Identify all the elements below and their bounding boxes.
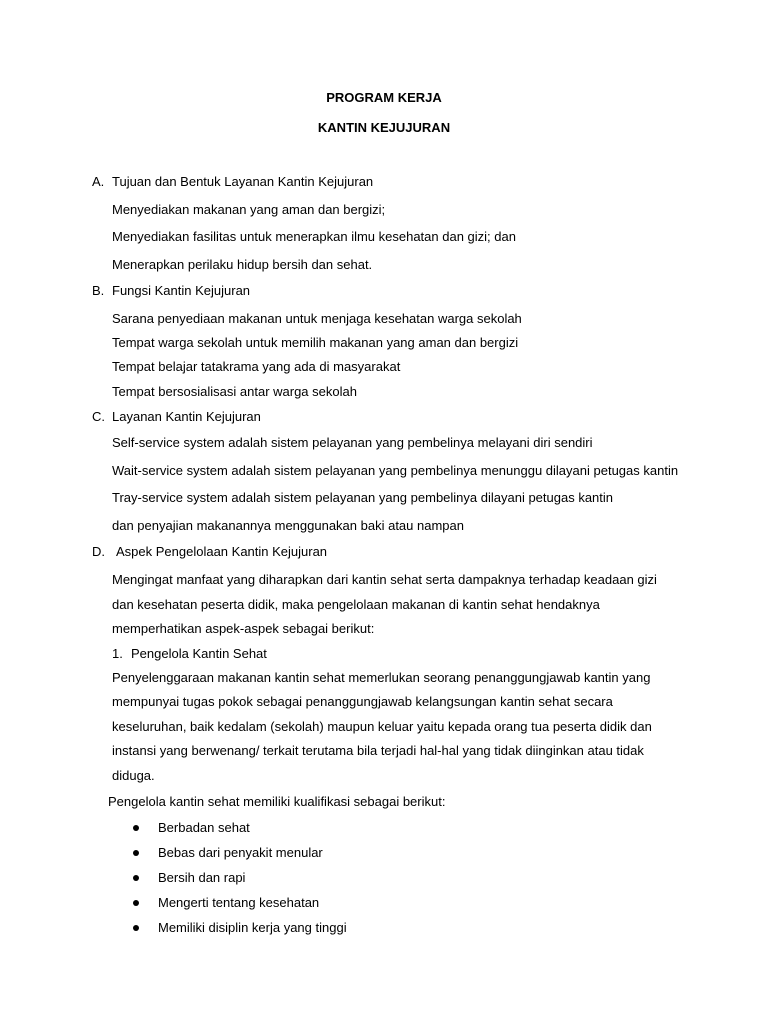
document-subtitle: KANTIN KEJUJURAN: [317, 120, 451, 135]
section-a-line: Menerapkan perilaku hidup bersih dan sehat.: [112, 257, 373, 272]
bullet-item: Memiliki disiplin kerja yang tinggi: [158, 920, 347, 935]
section-b-line: Sarana penyediaan makanan untuk menjaga kesehatan warga sekolah: [112, 311, 522, 326]
section-c-line: Wait-service system adalah sistem pelayanan yang pembelinya menunggu dilayani petugas kantin: [112, 463, 679, 478]
paragraph-line: instansi yang berwenang/ terkait terutama bila terjadi hal-hal yang tidak diinginkan atau tidak: [112, 743, 644, 758]
bullet-item: Berbadan sehat: [158, 820, 250, 835]
bullet-icon: [133, 850, 139, 856]
section-a-line: Menyediakan fasilitas untuk menerapkan ilmu kesehatan dan gizi; dan: [112, 229, 516, 244]
section-c-heading: Layanan Kantin Kejujuran: [112, 409, 261, 424]
paragraph-line: Penyelenggaraan makanan kantin sehat memerlukan seorang penanggungjawab kantin yang: [112, 670, 651, 685]
paragraph-line: mempunyai tugas pokok sebagai penanggungjawab kelangsungan kantin sehat secara: [112, 694, 613, 709]
section-a-line: Menyediakan makanan yang aman dan bergizi;: [112, 202, 386, 217]
section-b-heading: Fungsi Kantin Kejujuran: [112, 283, 251, 298]
qualification-intro: Pengelola kantin sehat memiliki kualifikasi sebagai berikut:: [108, 794, 446, 809]
section-d-intro-line: Mengingat manfaat yang diharapkan dari kantin sehat serta dampaknya terhadap keadaan gizi: [112, 572, 657, 587]
section-c-line: dan penyajian makanannya menggunakan baki atau nampan: [112, 518, 464, 533]
section-b-line: Tempat warga sekolah untuk memilih makanan yang aman dan bergizi: [112, 335, 519, 350]
bullet-icon: [133, 875, 139, 881]
paragraph-line: diduga.: [112, 768, 155, 783]
bullet-icon: [133, 825, 139, 831]
bullet-icon: [133, 900, 139, 906]
section-d-letter: D.: [92, 544, 105, 559]
section-a-letter: A.: [92, 174, 105, 189]
section-c-line: Tray-service system adalah sistem pelayanan yang pembelinya dilayani petugas kantin: [112, 490, 614, 505]
section-b-line: Tempat belajar tatakrama yang ada di masyarakat: [112, 359, 401, 374]
section-c-line: Self-service system adalah sistem pelayanan yang pembelinya melayani diri sendiri: [112, 435, 593, 450]
section-d-intro-line: dan kesehatan peserta didik, maka pengelolaan makanan di kantin sehat hendaknya: [112, 597, 600, 612]
paragraph-line: keseluruhan, baik kedalam (sekolah) maupun keluar yaitu kepada orang tua peserta didik dan: [112, 719, 652, 734]
bullet-item: Mengerti tentang kesehatan: [158, 895, 320, 910]
subsection-heading: Pengelola Kantin Sehat: [131, 646, 267, 661]
section-d-intro-line: memperhatikan aspek-aspek sebagai berikut:: [112, 621, 375, 636]
section-b-letter: B.: [92, 283, 105, 298]
bullet-icon: [133, 925, 139, 931]
section-a-heading: Tujuan dan Bentuk Layanan Kantin Kejujuran: [112, 174, 374, 189]
subsection-number: 1.: [112, 646, 123, 661]
section-d-heading: Aspek Pengelolaan Kantin Kejujuran: [116, 544, 328, 559]
document-title: PROGRAM KERJA: [326, 90, 442, 105]
bullet-item: Bersih dan rapi: [158, 870, 246, 885]
section-b-line: Tempat bersosialisasi antar warga sekolah: [112, 384, 357, 399]
section-c-letter: C.: [92, 409, 105, 424]
bullet-item: Bebas dari penyakit menular: [158, 845, 323, 860]
